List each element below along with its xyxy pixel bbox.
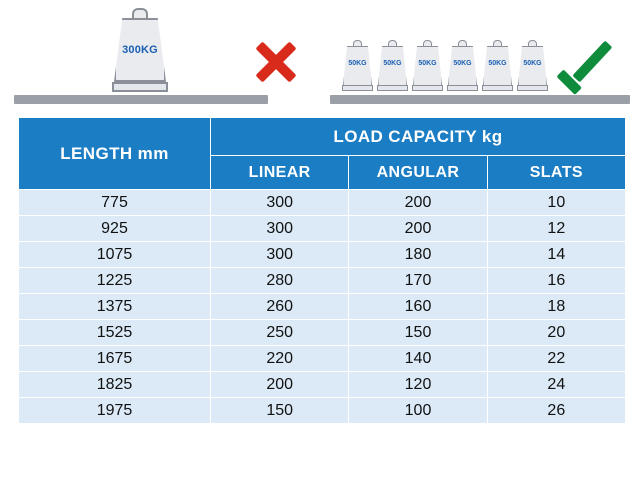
load-illustration — [0, 0, 644, 112]
cell-length: 775 — [19, 190, 211, 216]
light-weight-label: 50KG — [453, 60, 472, 67]
shelf-right — [330, 95, 630, 104]
cell-slats: 14 — [487, 242, 625, 268]
light-weight-label: 50KG — [418, 60, 437, 67]
light-weights-row — [342, 40, 550, 92]
table-row — [19, 268, 626, 294]
header-angular: ANGULAR — [349, 156, 487, 190]
load-capacity-table-wrapper — [18, 117, 626, 424]
check-mark-icon — [556, 44, 618, 90]
header-slats: SLATS — [487, 156, 625, 190]
cell-linear: 250 — [211, 320, 349, 346]
weight-handle-icon — [423, 40, 432, 47]
cell-angular: 160 — [349, 294, 487, 320]
cell-slats: 26 — [487, 398, 625, 424]
weight-base — [342, 85, 373, 91]
cell-linear: 280 — [211, 268, 349, 294]
table-row — [19, 242, 626, 268]
weight-base — [447, 85, 478, 91]
weight-base — [112, 82, 168, 92]
cell-slats: 18 — [487, 294, 625, 320]
header-length: LENGTH mm — [19, 118, 211, 190]
table-head — [19, 118, 626, 190]
weight-handle-icon — [493, 40, 502, 47]
heavy-weight-300kg — [110, 8, 170, 92]
cell-length: 1525 — [19, 320, 211, 346]
weight-base — [412, 85, 443, 91]
cell-slats: 22 — [487, 346, 625, 372]
weight-base — [482, 85, 513, 91]
cell-slats: 12 — [487, 216, 625, 242]
cell-angular: 180 — [349, 242, 487, 268]
cell-length: 1675 — [19, 346, 211, 372]
light-weight-label: 50KG — [383, 60, 402, 67]
shelf-left — [14, 95, 268, 104]
light-weight-label: 50KG — [348, 60, 367, 67]
table-row — [19, 190, 626, 216]
cell-linear: 300 — [211, 242, 349, 268]
cell-linear: 260 — [211, 294, 349, 320]
light-weight-6 — [517, 40, 548, 92]
light-weight-5 — [482, 40, 513, 92]
cell-angular: 200 — [349, 190, 487, 216]
table-body — [19, 190, 626, 424]
cell-linear: 300 — [211, 190, 349, 216]
cell-angular: 140 — [349, 346, 487, 372]
cell-angular: 170 — [349, 268, 487, 294]
cell-linear: 150 — [211, 398, 349, 424]
cell-linear: 200 — [211, 372, 349, 398]
weight-base — [517, 85, 548, 91]
cell-angular: 120 — [349, 372, 487, 398]
cell-length: 925 — [19, 216, 211, 242]
cell-angular: 200 — [349, 216, 487, 242]
cell-slats: 24 — [487, 372, 625, 398]
light-weight-label: 50KG — [488, 60, 507, 67]
cell-linear: 220 — [211, 346, 349, 372]
weight-handle-icon — [388, 40, 397, 47]
table-row — [19, 398, 626, 424]
light-weight-2 — [377, 40, 408, 92]
load-capacity-table — [18, 117, 626, 424]
cell-length: 1375 — [19, 294, 211, 320]
cell-angular: 150 — [349, 320, 487, 346]
cell-length: 1225 — [19, 268, 211, 294]
cell-slats: 10 — [487, 190, 625, 216]
light-weight-3 — [412, 40, 443, 92]
cell-slats: 20 — [487, 320, 625, 346]
cell-linear: 300 — [211, 216, 349, 242]
table-row — [19, 294, 626, 320]
cell-length: 1075 — [19, 242, 211, 268]
weight-base — [377, 85, 408, 91]
cell-angular: 100 — [349, 398, 487, 424]
weight-handle-icon — [353, 40, 362, 47]
cell-length: 1825 — [19, 372, 211, 398]
table-header-row-1 — [19, 118, 626, 156]
table-row — [19, 216, 626, 242]
header-load-capacity: LOAD CAPACITY kg — [211, 118, 626, 156]
light-weight-1 — [342, 40, 373, 92]
light-weight-label: 50KG — [523, 60, 542, 67]
cell-length: 1975 — [19, 398, 211, 424]
cell-slats: 16 — [487, 268, 625, 294]
table-row — [19, 372, 626, 398]
header-linear: LINEAR — [211, 156, 349, 190]
table-row — [19, 320, 626, 346]
heavy-weight-label: 300KG — [122, 44, 158, 56]
cross-mark-icon — [252, 38, 300, 86]
weight-handle-icon — [528, 40, 537, 47]
light-weight-4 — [447, 40, 478, 92]
weight-handle-icon — [458, 40, 467, 47]
table-row — [19, 346, 626, 372]
